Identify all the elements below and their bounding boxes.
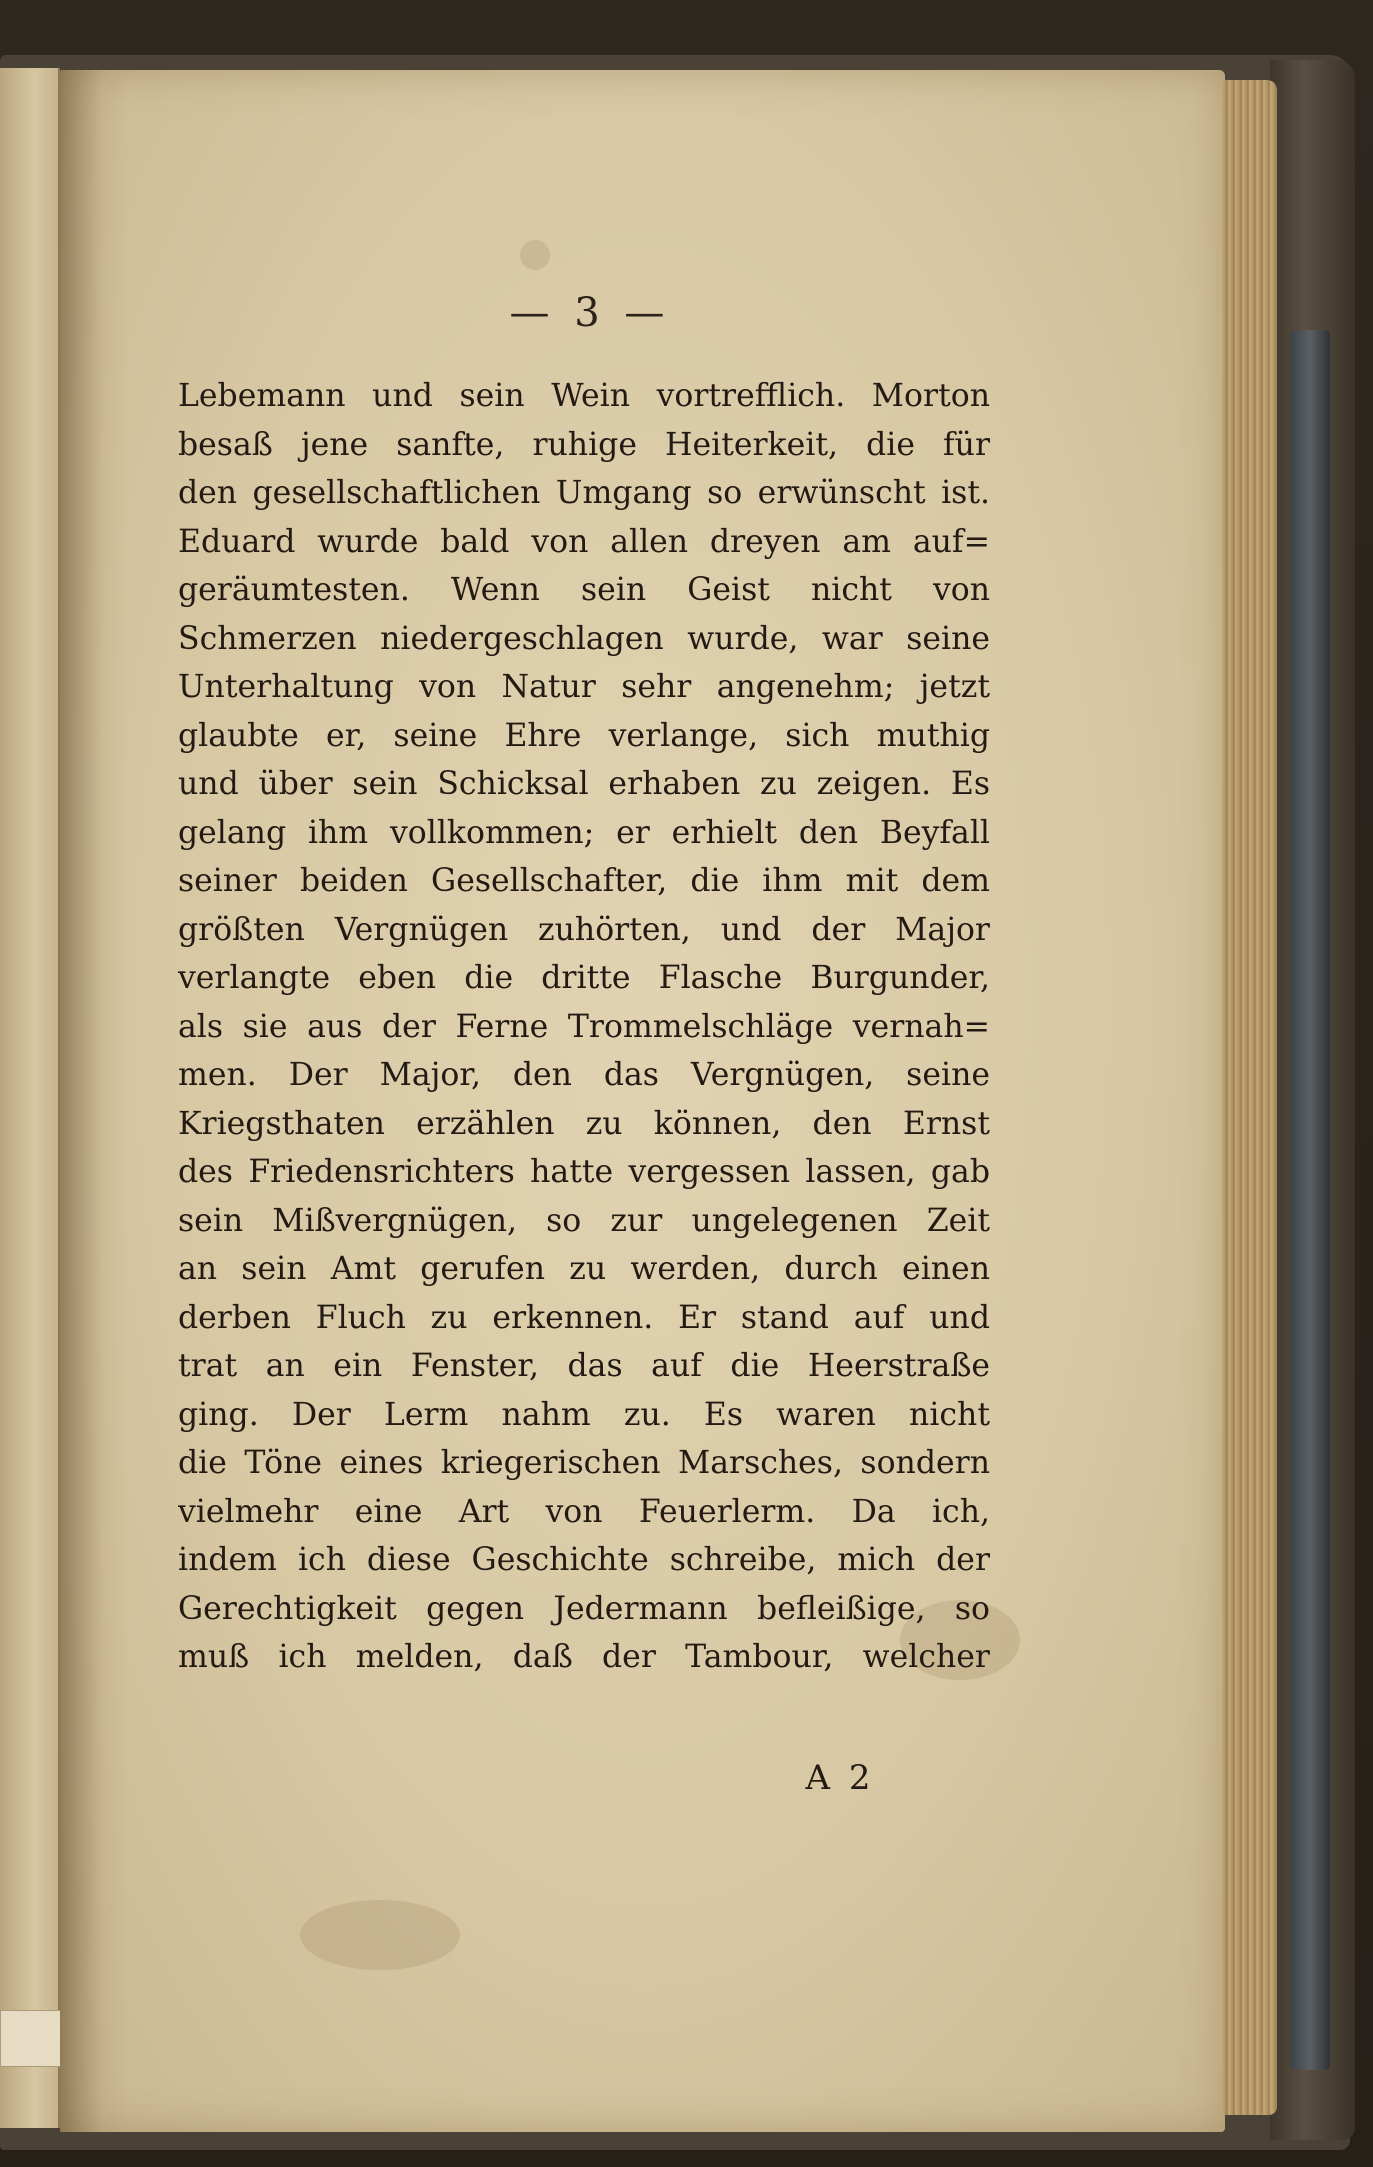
text-line: verlangte eben die dritte Flasche Burgunder, <box>178 960 990 996</box>
text-line: gelang ihm vollkommen; er erhielt den Beyfall <box>178 814 990 851</box>
text-line: ging. Der Lerm nahm zu. Es waren nicht <box>178 1396 990 1433</box>
text-line: Lebemann und sein Wein vortrefflich. Morton <box>178 378 990 414</box>
page-number: — 3 — <box>509 290 671 336</box>
text-line: sein Mißvergnügen, so zur ungelegenen Zeit <box>178 1202 990 1239</box>
text-line: und über sein Schicksal erhaben zu zeigen. Es <box>178 766 990 802</box>
text-line: Schmerzen niedergeschlagen wurde, war seine <box>178 620 990 657</box>
text-line: vielmehr eine Art von Feuerlerm. Da ich, <box>178 1493 990 1530</box>
text-line: Gerechtigkeit gegen Jedermann befleißige, so <box>178 1590 990 1627</box>
text-line: men. Der Major, den das Vergnügen, seine <box>178 1057 990 1093</box>
previous-page-edge <box>0 68 60 2128</box>
text-line: größten Vergnügen zuhörten, und der Major <box>178 911 990 948</box>
text-line: des Friedensrichters hatte vergessen lassen, gab <box>178 1154 990 1190</box>
book-spine-strip <box>1290 330 1330 2070</box>
paper-stain <box>300 1900 460 1970</box>
text-line: Unterhaltung von Natur sehr angenehm; jetzt <box>178 669 990 705</box>
text-line: muß ich melden, daß der Tambour, welcher <box>178 1639 990 1675</box>
text-line: Kriegsthaten erzählen zu können, den Ernst <box>178 1105 990 1142</box>
text-line: als sie aus der Ferne Trommelschläge vernah= <box>178 1008 990 1045</box>
text-line: glaubte er, seine Ehre verlange, sich muthig <box>178 717 990 754</box>
text-line: die Töne eines kriegerischen Marsches, sondern <box>178 1445 990 1481</box>
text-line: an sein Amt gerufen zu werden, durch einen <box>178 1251 990 1287</box>
page-fore-edge <box>1222 80 1277 2115</box>
text-line: trat an ein Fenster, das auf die Heerstraße <box>178 1348 990 1384</box>
text-line: Eduard wurde bald von allen dreyen am auf= <box>178 523 990 560</box>
paper-stain <box>520 240 550 270</box>
signature-mark: A 2 <box>805 1758 875 1798</box>
text-line: geräumtesten. Wenn sein Geist nicht von <box>178 572 990 608</box>
text-line: derben Fluch zu erkennen. Er stand auf und <box>178 1299 990 1336</box>
text-line: besaß jene sanfte, ruhige Heiterkeit, die für <box>178 426 990 463</box>
text-line: den gesellschaftlichen Umgang so erwünscht ist. <box>178 475 990 511</box>
page-gutter-shadow <box>60 70 130 2132</box>
paper-tab <box>0 2010 64 2067</box>
text-line: indem ich diese Geschichte schreibe, mich der <box>178 1542 990 1578</box>
text-line: seiner beiden Gesellschafter, die ihm mit dem <box>178 863 990 899</box>
body-text <box>178 372 990 1792</box>
